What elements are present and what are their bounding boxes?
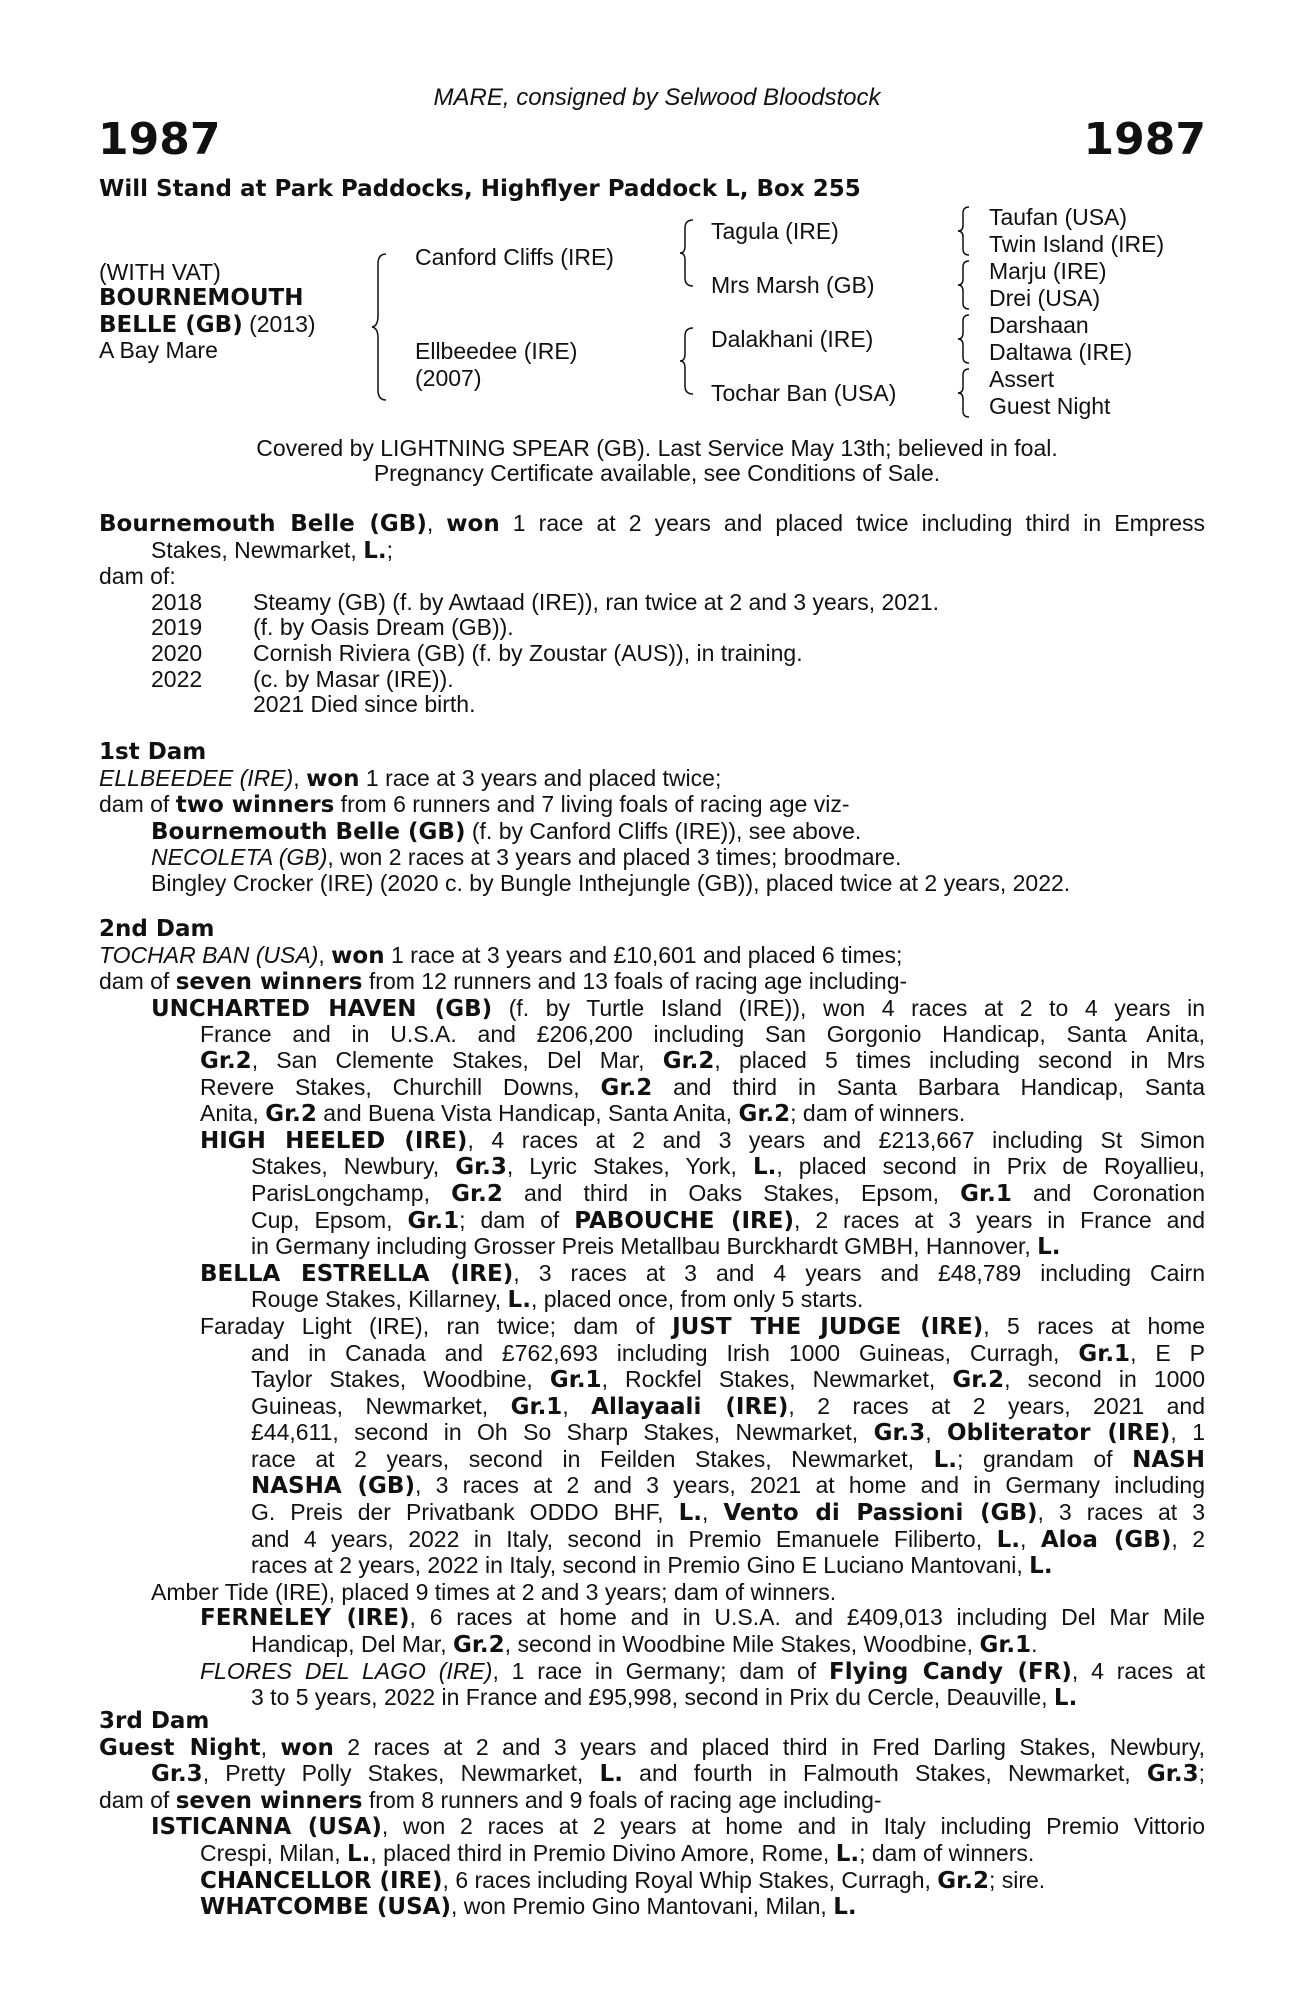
pedigree-ggs-7: Assert	[989, 366, 1055, 392]
text: L.	[835, 1840, 860, 1867]
text: .	[1031, 1631, 1038, 1658]
intro-line-1	[99, 511, 1205, 538]
pedigree-dam-year: (2007)	[415, 365, 482, 391]
first-dam-heading: 1st Dam	[99, 739, 207, 765]
faraday-line-9	[99, 1527, 1205, 1554]
whatcombe-line	[99, 1894, 1205, 1921]
text: Gr.2	[200, 1047, 252, 1074]
consignor-line: MARE, consigned by Selwood Bloodstock	[433, 84, 881, 111]
text: and Buena Vista Handicap, Santa Anita,	[316, 1100, 739, 1127]
produce-2018	[99, 590, 1205, 616]
text: Vento di Passioni (GB)	[723, 1500, 1038, 1527]
uncharted-line-2: France and in U.S.A. and £206,200 including San Gorgonio Handicap, Santa Anita,	[200, 1021, 1205, 1048]
text: Rouge Stakes, Killarney,	[251, 1286, 508, 1313]
uncharted-line-3	[99, 1048, 1205, 1075]
text: seven winners	[175, 1787, 363, 1814]
text: Guineas, Newmarket,	[251, 1392, 511, 1419]
first-dam-foal-2	[99, 845, 1205, 871]
mare-name: Bournemouth Belle (GB)	[99, 511, 427, 537]
text: Cup, Epsom,	[251, 1206, 408, 1233]
pedigree-ggs-8: Guest Night	[989, 393, 1111, 419]
horse-foaling-year: (2013)	[242, 311, 316, 337]
pedigree-sire: Canford Cliffs (IRE)	[415, 244, 614, 270]
produce-text: (f. by Oasis Dream (GB)).	[253, 614, 514, 641]
text: , 6 races including Royal Whip Stakes, Curragh,	[442, 1866, 938, 1893]
first-dam-name: ELLBEEDEE (IRE)	[99, 764, 294, 791]
faraday-line-1	[99, 1314, 1205, 1341]
produce-died: 2021 Died since birth.	[253, 691, 476, 718]
text: , placed 5 times including second in Mrs	[714, 1046, 1205, 1073]
text: L.	[678, 1500, 702, 1527]
text: , placed once, from only 5 starts.	[530, 1286, 864, 1313]
stand-location: Will Stand at Park Paddocks, Highflyer Paddock L, Box 255	[99, 176, 861, 202]
produce-year: 2022	[151, 665, 203, 692]
faraday-line-2	[99, 1341, 1205, 1368]
text: , 3 races at 3	[1037, 1499, 1206, 1526]
high-heeled-line-2	[99, 1154, 1205, 1181]
horse-description: A Bay Mare	[99, 337, 218, 363]
text: NECOLETA (GB)	[151, 844, 328, 871]
text: , won 2 races at 2 years at home and in Italy including Premio Vittorio	[381, 1813, 1205, 1840]
text: Gr.3	[873, 1420, 926, 1447]
covered-line-1: Covered by LIGHTNING SPEAR (GB). Last Service May 13th; believed in foal.	[256, 435, 1058, 461]
lot-number-right: 1987	[1083, 114, 1206, 165]
lot-number-left: 1987	[98, 114, 221, 165]
first-dam-line: ELLBEEDEE (IRE), won 1 race at 3 years and placed twice;	[99, 764, 722, 792]
text: L.	[363, 537, 387, 564]
pedigree-brace-4	[956, 205, 972, 257]
text: Gr.1	[960, 1180, 1012, 1207]
text: in Germany including Grosser Preis Metallbau Burckhardt GMBH, Hannover,	[251, 1233, 1038, 1260]
vat-note: (WITH VAT)	[99, 259, 221, 285]
uncharted-line-1	[99, 996, 1205, 1023]
text: Gr.2	[452, 1632, 505, 1659]
produce-year: 2019	[151, 614, 203, 641]
text: , placed second in Prix de Royallieu,	[776, 1153, 1205, 1180]
text: CHANCELLOR (IRE)	[200, 1867, 443, 1894]
text: Crespi, Milan,	[200, 1839, 347, 1866]
ferneley-line-1	[99, 1605, 1205, 1632]
third-dam-heading: 3rd Dam	[99, 1708, 210, 1734]
text: won	[331, 942, 385, 969]
bella-line-2	[99, 1287, 1205, 1314]
text: from 12 runners and 13 foals of racing age including-	[362, 968, 908, 995]
pedigree-sire-dam: Mrs Marsh (GB)	[711, 272, 875, 298]
first-dam-foal-3: Bingley Crocker (IRE) (2020 c. by Bungle Inthejungle (GB)), placed twice at 2 years, 2022.	[151, 869, 1071, 896]
uncharted-line-4	[99, 1075, 1205, 1102]
second-dam-heading: 2nd Dam	[99, 916, 215, 942]
text: L.	[1029, 1553, 1053, 1580]
first-dam-of	[99, 792, 1205, 819]
text: L.	[996, 1526, 1020, 1553]
text: NASH	[1132, 1446, 1205, 1473]
horse-name-line2	[99, 312, 316, 339]
text: FLORES DEL LAGO (IRE)	[200, 1657, 493, 1684]
faraday-line-7	[99, 1473, 1205, 1500]
text: Handicap, Del Mar,	[251, 1631, 453, 1658]
text: (f. by Canford Cliffs (IRE)), see above.	[465, 817, 862, 844]
chancellor-line	[99, 1868, 1205, 1895]
faraday-line-10	[99, 1553, 1205, 1580]
intro-line-2	[99, 538, 1205, 565]
third-dam-line-2	[99, 1761, 1205, 1788]
high-heeled-line-1	[99, 1128, 1205, 1155]
text: ,	[426, 510, 447, 536]
text: dam of	[99, 968, 176, 995]
text: Gr.1	[549, 1367, 602, 1394]
pedigree-dam-sire: Dalakhani (IRE)	[711, 326, 874, 352]
produce-2020	[99, 641, 1205, 667]
text: two winners	[175, 792, 335, 819]
pedigree-dam: Ellbeedee (IRE)	[415, 338, 578, 364]
second-dam-name: TOCHAR BAN (USA)	[99, 941, 319, 968]
produce-section	[99, 511, 1205, 718]
text: , 2 races at 3 years in France and	[793, 1206, 1206, 1233]
text: NASHA (GB)	[251, 1473, 415, 1500]
pedigree-ggs-4: Drei (USA)	[989, 285, 1101, 311]
text: won	[280, 1734, 334, 1761]
text: JUST THE JUDGE (IRE)	[672, 1313, 984, 1340]
high-heeled-line-4	[99, 1208, 1205, 1235]
text: Flying Candy (FR)	[829, 1658, 1072, 1685]
horse-name-part2: BELLE (GB)	[99, 312, 243, 338]
text: dam of	[99, 1786, 176, 1813]
third-dam-section	[99, 1709, 1205, 1921]
text: WHATCOMBE (USA)	[200, 1894, 451, 1921]
text: Gr.2	[937, 1867, 989, 1894]
text: ;	[1198, 1760, 1205, 1787]
text: Gr.2	[662, 1047, 715, 1074]
text: ; grandam of	[956, 1445, 1133, 1472]
text: from 8 runners and 9 foals of racing age including-	[362, 1786, 882, 1813]
text: won	[306, 765, 360, 792]
text: L.	[507, 1287, 531, 1314]
text: ; dam of	[459, 1206, 575, 1233]
text: ; dam of winners.	[790, 1100, 966, 1127]
text: , 2	[1171, 1525, 1206, 1552]
pedigree-brace-5	[956, 259, 972, 311]
text: , won Premio Gino Mantovani, Milan,	[450, 1893, 834, 1920]
pedigree-brace-3	[678, 326, 696, 396]
pedigree-ggs-1: Taufan (USA)	[989, 204, 1128, 230]
text: ;	[386, 536, 393, 563]
text: ,	[925, 1419, 948, 1446]
text: , Lyric Stakes, York,	[506, 1153, 753, 1180]
amber-tide-line: Amber Tide (IRE), placed 9 times at 2 and 3 years; dam of winners.	[151, 1578, 837, 1605]
uncharted-line-5	[99, 1101, 1205, 1128]
text: Gr.3	[1146, 1761, 1199, 1788]
high-heeled-line-5	[99, 1234, 1205, 1261]
text: Bournemouth Belle (GB)	[151, 818, 466, 845]
first-dam-foal-1	[99, 819, 1205, 846]
produce-year: 2020	[151, 639, 203, 666]
text: UNCHARTED HAVEN (GB)	[151, 995, 493, 1022]
text: and 4 years, 2022 in Italy, second in Premio Emanuele Filiberto,	[251, 1525, 997, 1552]
dam-of-label: dam of:	[99, 563, 176, 590]
horse-name-line1: BOURNEMOUTH	[99, 285, 304, 311]
text: Gr.2	[600, 1074, 653, 1101]
text: seven winners	[175, 969, 363, 996]
flores-line-2	[99, 1685, 1205, 1712]
text: ; dam of winners.	[859, 1839, 1035, 1866]
text: Stakes, Newbury,	[251, 1153, 456, 1180]
text: , 1	[1170, 1419, 1205, 1446]
text: Gr.2	[451, 1180, 503, 1207]
text: Taylor Stakes, Woodbine,	[251, 1366, 550, 1393]
text: won	[446, 511, 500, 537]
text: and in Canada and £762,693 including Irish 1000 Guineas, Curragh,	[251, 1339, 1079, 1366]
text: , 6 races at home and in U.S.A. and £409,013 including Del Mar Mile	[409, 1604, 1205, 1631]
second-dam-section	[99, 917, 1205, 1712]
text: ; sire.	[988, 1866, 1046, 1893]
faraday-line-8	[99, 1500, 1205, 1527]
text: ,	[1019, 1525, 1041, 1552]
text: Gr.3	[151, 1761, 203, 1788]
third-dam-line-1: Guest Night, won 2 races at 2 and 3 years and placed third in Fred Darling Stakes, Newbury,	[99, 1733, 1205, 1761]
text: , won 2 races at 3 years and placed 3 times; broodmare.	[327, 844, 902, 871]
text: , San Clemente Stakes, Del Mar,	[251, 1046, 663, 1073]
text: Gr.2	[952, 1367, 1005, 1394]
covered-line-2: Pregnancy Certificate available, see Conditions of Sale.	[373, 460, 941, 486]
flores-line-1	[99, 1659, 1205, 1686]
produce-2019	[99, 615, 1205, 641]
text: Gr.3	[455, 1154, 507, 1181]
third-dam-name: Guest Night	[99, 1734, 261, 1761]
text: , 2 races at 2 years, 2021 and	[788, 1392, 1205, 1419]
produce-year: 2018	[151, 588, 203, 615]
text: dam of	[99, 791, 176, 818]
text: L.	[933, 1446, 957, 1473]
high-heeled-line-3	[99, 1181, 1205, 1208]
text: FERNELEY (IRE)	[200, 1605, 410, 1632]
faraday-line-5	[99, 1420, 1205, 1447]
text: Revere Stakes, Churchill Downs,	[200, 1073, 601, 1100]
text: races at 2 years, 2022 in Italy, second in Premio Gino E Luciano Mantovani,	[251, 1552, 1030, 1579]
produce-text: (c. by Masar (IRE)).	[253, 665, 454, 692]
pedigree-dam-dam: Tochar Ban (USA)	[711, 380, 897, 406]
text: 1 race at 3 years and placed twice;	[359, 764, 722, 791]
text: from 6 runners and 7 living foals of racing age viz-	[334, 791, 850, 818]
ferneley-line-2	[99, 1632, 1205, 1659]
text: race at 2 years, second in Feilden Stakes, Newmarket,	[251, 1445, 934, 1472]
pedigree-brace-6	[956, 313, 972, 365]
text: , Pretty Polly Stakes, Newmarket,	[202, 1760, 600, 1787]
text: and Coronation	[1011, 1179, 1206, 1206]
third-dam-of	[99, 1788, 1205, 1815]
text: and fourth in Falmouth Stakes, Newmarket,	[622, 1760, 1147, 1787]
pedigree-ggs-2: Twin Island (IRE)	[989, 231, 1165, 257]
text: , second in Woodbine Mile Stakes, Woodbine,	[504, 1631, 980, 1658]
text: ,	[701, 1499, 724, 1526]
text: and third in Santa Barbara Handicap, Santa	[652, 1073, 1205, 1100]
text: 1 race at 3 years and £10,601 and placed 6 times;	[384, 941, 903, 968]
second-dam-of	[99, 969, 1205, 996]
text: G. Preis der Privatbank ODDO BHF,	[251, 1499, 679, 1526]
text: L.	[346, 1840, 371, 1867]
text: Faraday Light (IRE), ran twice; dam of	[200, 1312, 673, 1339]
text: Anita,	[200, 1100, 266, 1127]
text: and third in Oaks Stakes, Epsom,	[502, 1179, 961, 1206]
text: Obliterator (IRE)	[947, 1420, 1171, 1447]
text: L.	[1053, 1685, 1078, 1712]
text: , 3 races at 3 and 4 years and £48,789 including Cairn	[513, 1259, 1206, 1286]
faraday-line-4	[99, 1394, 1205, 1421]
text: Gr.2	[265, 1101, 317, 1128]
text: ,	[562, 1392, 592, 1419]
text: , Rockfel Stakes, Newmarket,	[601, 1366, 953, 1393]
pedigree-ggs-6: Daltawa (IRE)	[989, 339, 1133, 365]
text: L.	[833, 1894, 857, 1921]
isticanna-line-1	[99, 1814, 1205, 1841]
text: 3 to 5 years, 2022 in France and £95,998, second in Prix du Cercle, Deauville,	[251, 1684, 1054, 1711]
text: ISTICANNA (USA)	[151, 1814, 382, 1841]
pedigree-sire-sire: Tagula (IRE)	[711, 218, 839, 244]
produce-2022	[99, 667, 1205, 693]
bella-line-1	[99, 1261, 1205, 1288]
text: L.	[752, 1154, 777, 1181]
text: Gr.1	[407, 1207, 460, 1234]
text: Aloa (GB)	[1040, 1526, 1172, 1553]
text: , 5 races at home	[983, 1312, 1205, 1339]
produce-text: Steamy (GB) (f. by Awtaad (IRE)), ran twice at 2 and 3 years, 2021.	[253, 588, 940, 615]
first-dam-section	[99, 740, 1205, 897]
text: , E P	[1130, 1339, 1205, 1366]
text: Gr.2	[738, 1101, 791, 1128]
text: (f. by Turtle Island (IRE)), won 4 races at 2 to 4 years in	[492, 994, 1205, 1021]
text: 1 race at 2 years and placed twice including third in Empress	[499, 510, 1206, 536]
text: Allayaali (IRE)	[591, 1393, 789, 1420]
pedigree-ggs-3: Marju (IRE)	[989, 258, 1107, 284]
text: Gr.1	[979, 1632, 1032, 1659]
text: HIGH HEELED (IRE)	[200, 1127, 468, 1154]
text: , second in 1000	[1004, 1366, 1205, 1393]
text: , 4 races at	[1071, 1657, 1206, 1684]
text: , 3 races at 2 and 3 years, 2021 at home and in Germany including	[414, 1472, 1205, 1499]
text: £44,611, second in Oh So Sharp Stakes, Newmarket,	[251, 1419, 874, 1446]
faraday-line-6	[99, 1447, 1205, 1474]
text: BELLA ESTRELLA (IRE)	[200, 1260, 514, 1287]
pedigree-brace-1	[370, 252, 390, 402]
produce-text: Cornish Riviera (GB) (f. by Zoustar (AUS)), in training.	[253, 639, 803, 666]
text: , 4 races at 2 and 3 years and £213,667 including St Simon	[467, 1126, 1205, 1153]
text: L.	[599, 1761, 623, 1788]
pedigree-brace-2	[678, 218, 696, 288]
text: L.	[1037, 1234, 1061, 1261]
text: Gr.1	[1078, 1340, 1131, 1367]
text: Gr.1	[510, 1393, 563, 1420]
faraday-line-3	[99, 1367, 1205, 1394]
pedigree-ggs-5: Darshaan	[989, 312, 1089, 338]
pedigree-brace-7	[956, 367, 972, 419]
text: , placed third in Premio Divino Amore, Rome,	[370, 1839, 836, 1866]
text: ParisLongchamp,	[251, 1179, 452, 1206]
second-dam-line: TOCHAR BAN (USA), won 1 race at 3 years and £10,601 and placed 6 times;	[99, 941, 903, 969]
isticanna-line-2	[99, 1841, 1205, 1868]
text: PABOUCHE (IRE)	[574, 1207, 794, 1234]
text: 2 races at 2 and 3 years and placed third in Fred Darling Stakes, Newbury,	[333, 1733, 1205, 1760]
text: , 1 race in Germany; dam of	[492, 1657, 830, 1684]
text: Stakes, Newmarket,	[151, 536, 364, 563]
